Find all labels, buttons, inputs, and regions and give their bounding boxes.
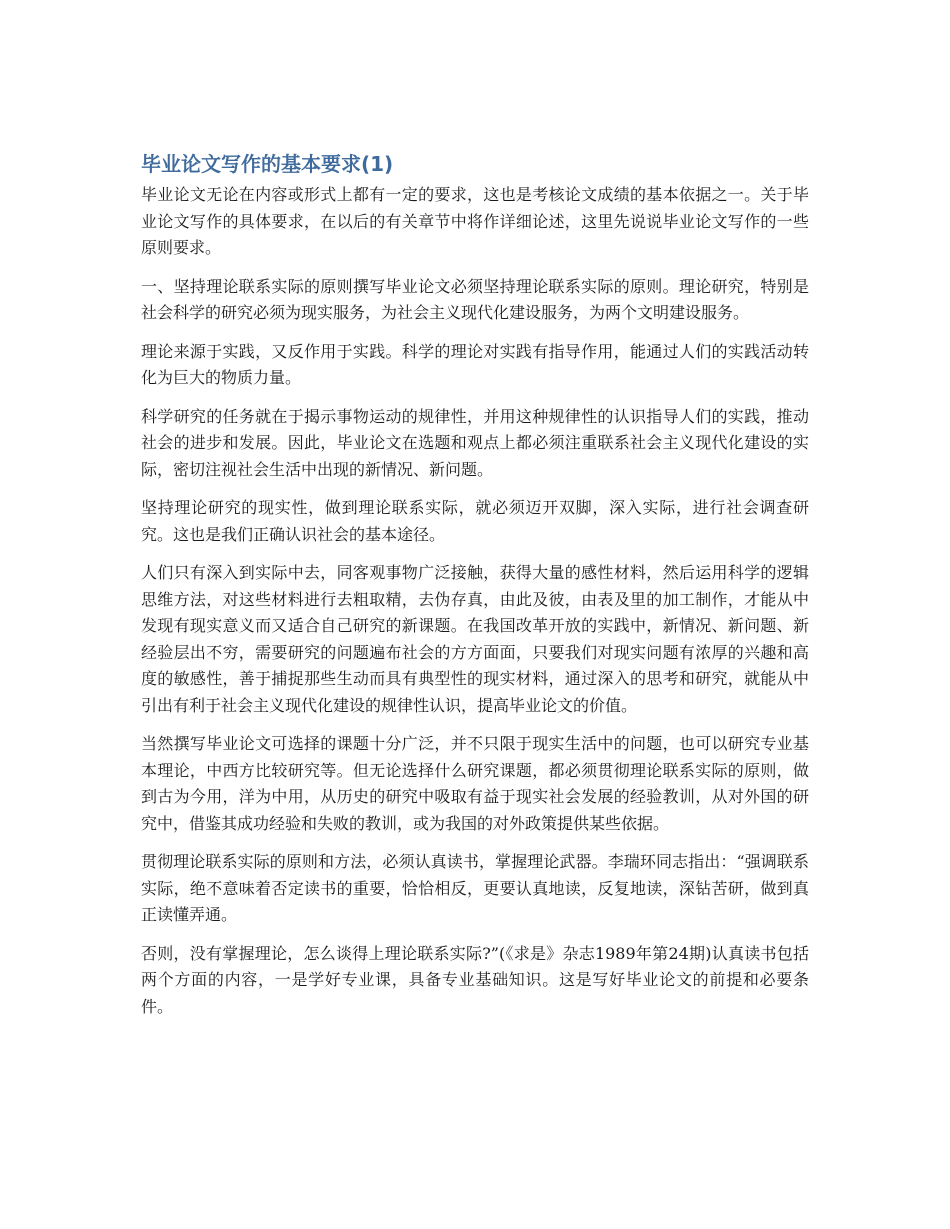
paragraph: 否则，没有掌握理论，怎么谈得上理论联系实际?”(《求是》杂志1989年第24期)认真读书包括两个方面的内容，一是学好专业课，具备专业基础知识。这是写好毕业论文的前提和必要条件。: [141, 943, 809, 1016]
paragraph: 一、坚持理论联系实际的原则撰写毕业论文必须坚持理论联系实际的原则。理论研究，特别是社会科学的研究必须为现实服务，为社会主义现代化建设服务，为两个文明建设服务。: [141, 276, 809, 322]
paragraph: 理论来源于实践，又反作用于实践。科学的理论对实践有指导作用，能通过人们的实践活动转化为巨大的物质力量。: [141, 341, 809, 387]
document-body: [141, 150, 809, 1032]
paragraph: 当然撰写毕业论文可选择的课题十分广泛，并不只限于现实生活中的问题，也可以研究专业基本理论，中西方比较研究等。但无论选择什么研究课题，都必须贯彻理论联系实际的原则，做到古为今用，洋为中用，从历史的研究中吸取有益于现实社会发展的经验教训，从对外国的研究中，借鉴其成功经验和失败的教训，或为我国的对外政策提供某些依据。: [141, 734, 809, 833]
paragraph: 科学研究的任务就在于揭示事物运动的规律性，并用这种规律性的认识指导人们的实践，推动社会的进步和发展。因此，毕业论文在选题和观点上都必须注重联系社会主义现代化建设的实际，密切注视社会生活中出现的新情况、新问题。: [141, 406, 809, 479]
paragraph: 贯彻理论联系实际的原则和方法，必须认真读书，掌握理论武器。李瑞环同志指出：“强调联系实际，绝不意味着否定读书的重要，恰恰相反，更要认真地读，反复地读，深钻苦研，做到真正读懂弄通。: [141, 852, 809, 924]
paragraph: 坚持理论研究的现实性，做到理论联系实际，就必须迈开双脚，深入实际，进行社会调查研究。这也是我们正确认识社会的基本途径。: [141, 498, 809, 544]
document-title: 毕业论文写作的基本要求(1): [141, 152, 394, 176]
paragraph: 毕业论文无论在内容或形式上都有一定的要求，这也是考核论文成绩的基本依据之一。关于毕业论文写作的具体要求，在以后的有关章节中将作详细论述，这里先说说毕业论文写作的一些原则要求。: [141, 185, 809, 257]
paragraph: 人们只有深入到实际中去，同客观事物广泛接触，获得大量的感性材料，然后运用科学的逻辑思维方法，对这些材料进行去粗取精，去伪存真，由此及彼，由表及里的加工制作，才能从中发现有现实意义而又适合自己研究的新课题。在我国改革开放的实践中，新情况、新问题、新经验层出不穷，需要研究的问题遍布社会的方方面面，只要我们对现实问题有浓厚的兴趣和高度的敏感性，善于捕捉那些生动而具有典型性的现实材料，通过深入的思考和研究，就能从中引出有利于社会主义现代化建设的规律性认识，提高毕业论文的价值。: [141, 563, 809, 715]
